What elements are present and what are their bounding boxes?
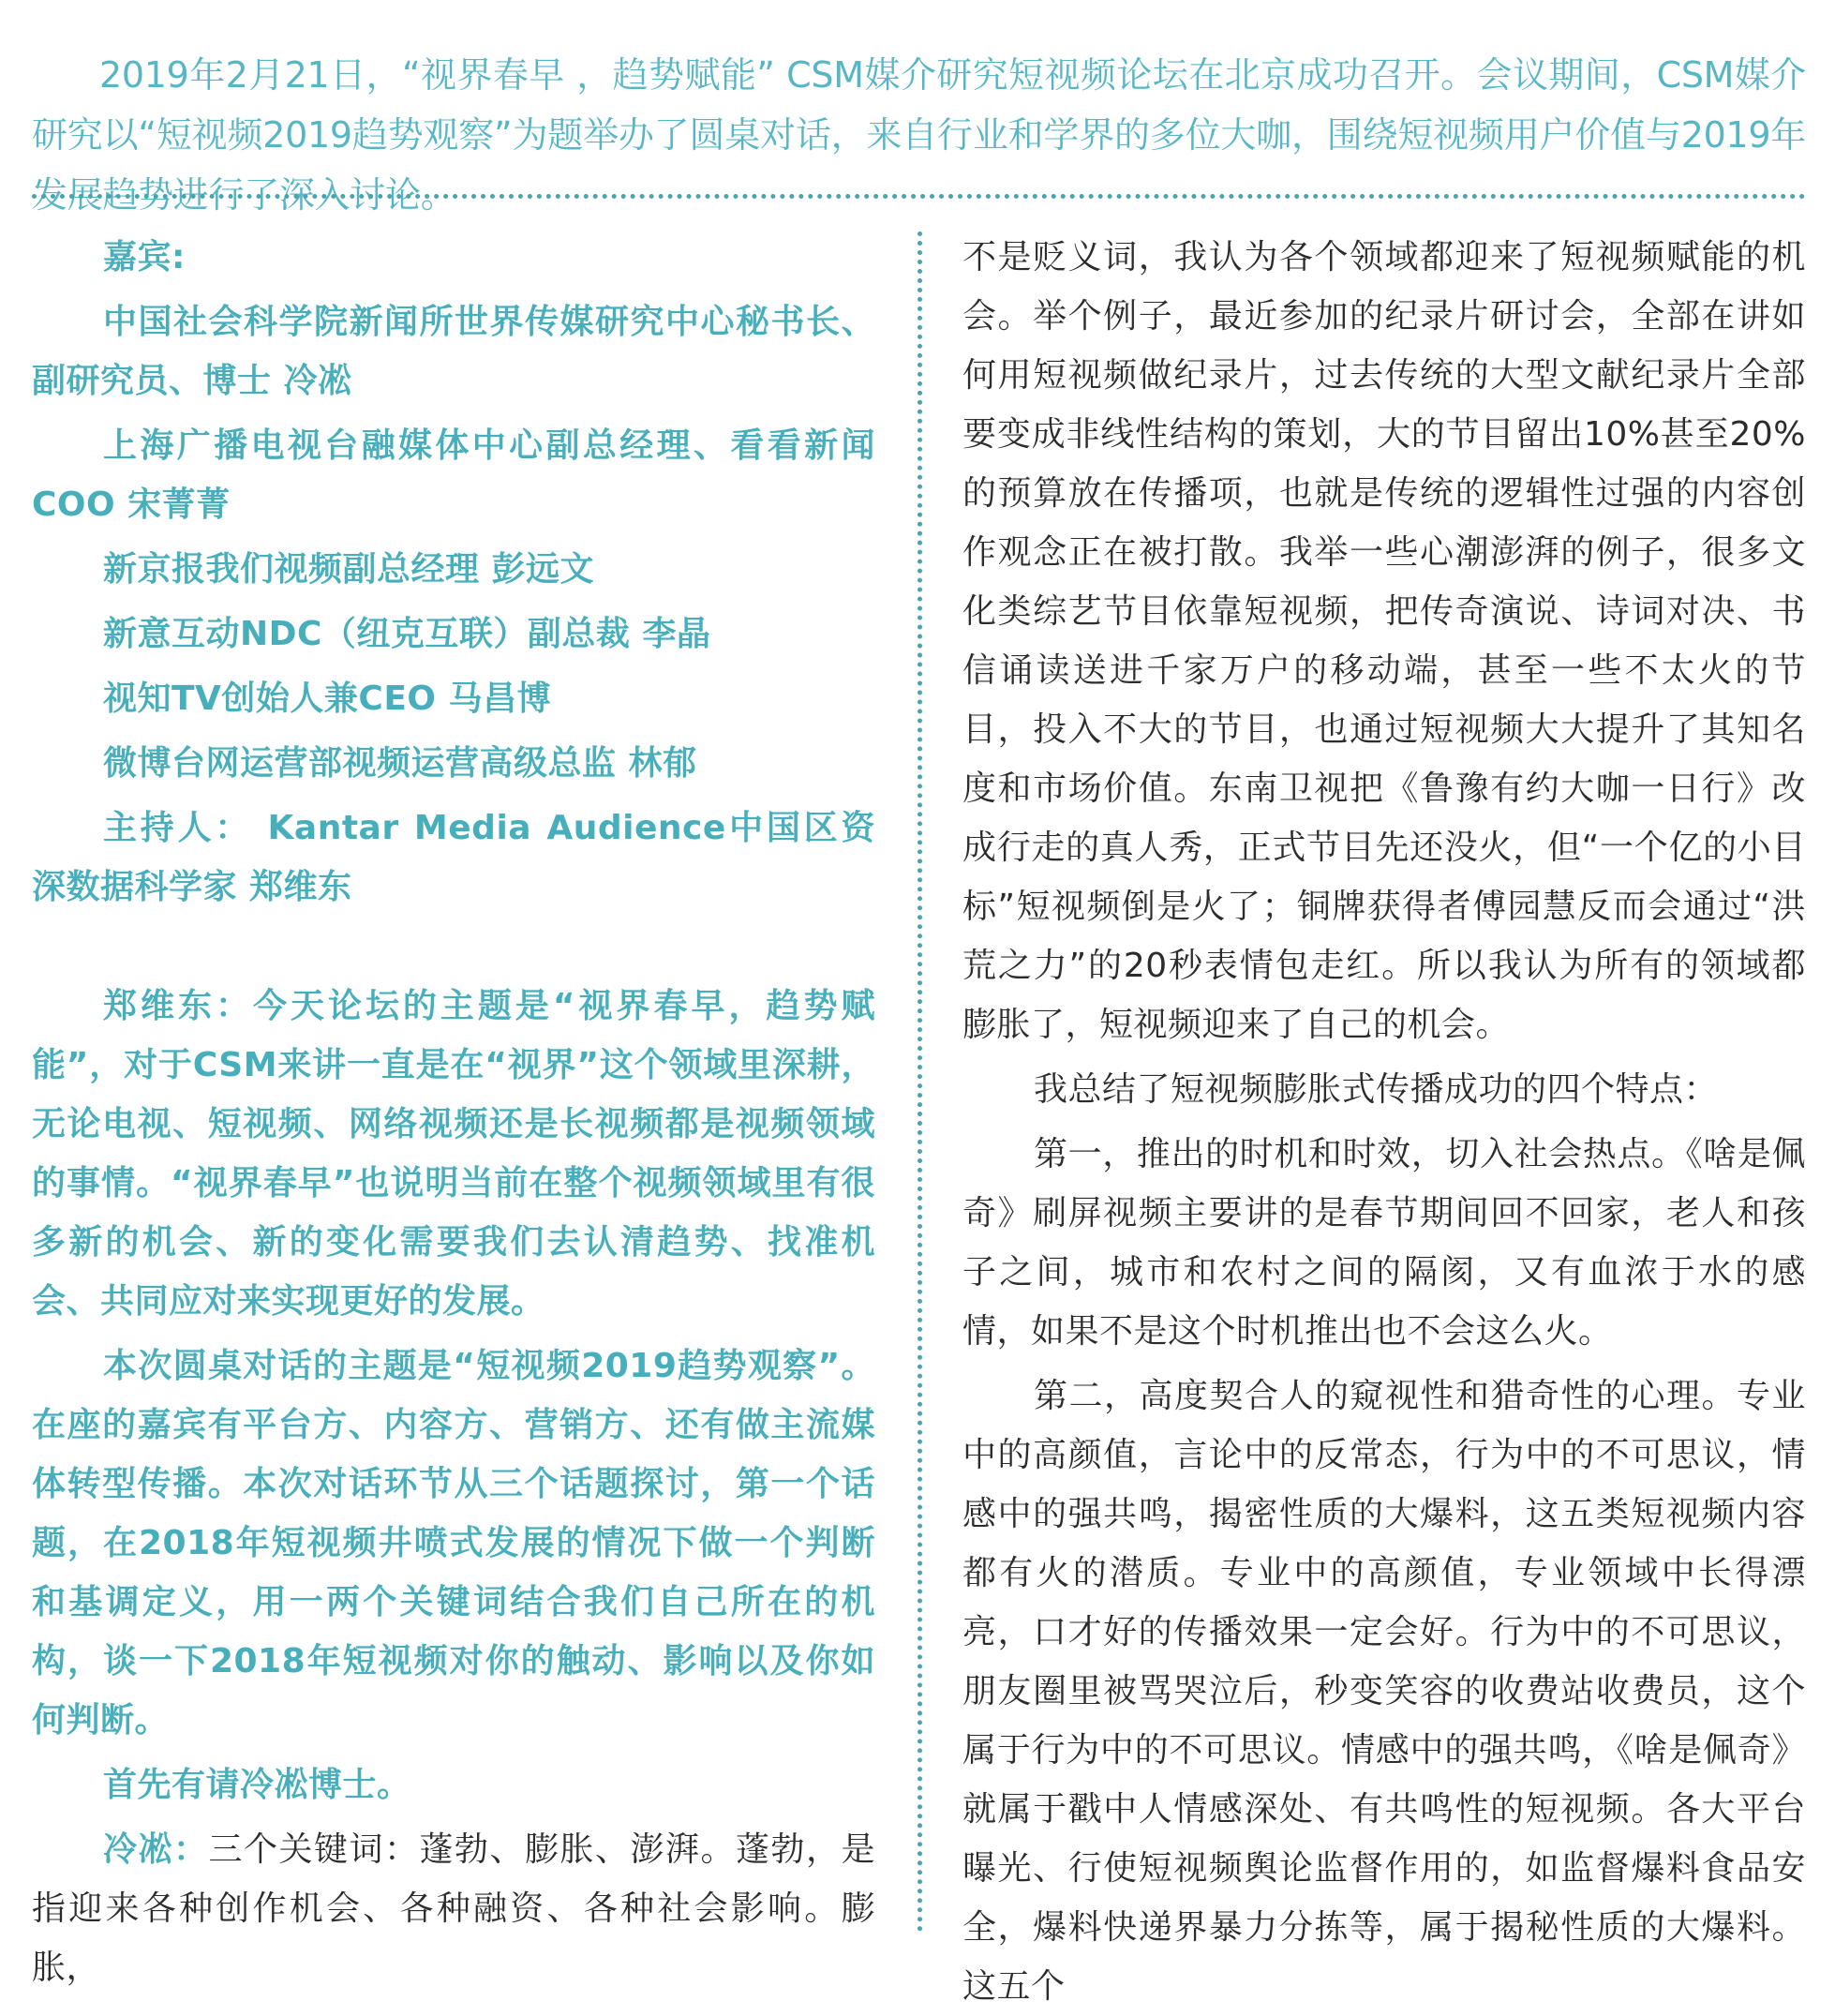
left-column — [32, 228, 875, 1997]
paragraph: 第二，高度契合人的窥视性和猎奇性的心理。专业中的高颜值，言论中的反常态，行为中的不可思议，情感中的强共鸣，揭密性质的大爆料，这五类短视频内容都有火的潜质。专业中的高颜值，专业领域中长得漂亮，口才好的传播效果一定会好。行为中的不可思议，朋友圈里被骂哭泣后，秒变笑容的收费站收费员，这个属于行为中的不可思议。情感中的强共鸣，《啥是佩奇》就属于戳中人情感深处、有共鸣性的短视频。各大平台曝光、行使短视频舆论监督作用的，如监督爆料食品安全，爆料快递界暴力分拣等，属于揭秘性质的大爆料。这五个 — [962, 1377, 1806, 2006]
guest-item: 中国社会科学院新闻所世界传媒研究中心秘书长、副研究员、博士 冷凇 — [32, 303, 875, 400]
paragraph: 首先有请冷凇博士。 — [103, 1766, 411, 1804]
dotted-divider-vertical — [918, 231, 922, 1933]
paragraph: 不是贬义词，我认为各个领域都迎来了短视频赋能的机会。举个例子，最近参加的纪录片研讨会，全部在讲如何用短视频做纪录片，过去传统的大型文献纪录片全部要变成非线性结构的策划，大的节目留出10%甚至20%的预算放在传播项，也就是传统的逻辑性过强的内容创作观念正在被打散。我举一些心潮澎湃的例子，很多文化类综艺节目依靠短视频，把传奇演说、诗词对决、书信诵读送进千家万户的移动端，甚至一些不太火的节目，投入不大的节目，也通过短视频大大提升了其知名度和市场价值。东南卫视把《鲁豫有约大咖一日行》改成行走的真人秀，正式节目先还没火，但“一个亿的小目标”短视频倒是火了；铜牌获得者傅园慧反而会通过“洪荒之力”的20秒表情包走红。所以我认为所有的领域都膨胀了，短视频迎来了自己的机会。 — [962, 238, 1806, 1044]
paragraph: 本次圆桌对话的主题是“短视频2019趋势观察”。在座的嘉宾有平台方、内容方、营销方、还有做主流媒体转型传播。本次对话环节从三个话题探讨，第一个话题，在2018年短视频井喷式发展的情况下做一个判断和基调定义，用一两个关键词结合我们自己所在的机构，谈一下2018年短视频对你的触动、影响以及你如何判断。 — [32, 1347, 875, 1740]
guest-item: 新京报我们视频副总经理 彭远文 — [103, 550, 595, 589]
guests-heading: 嘉宾: — [103, 238, 186, 276]
guest-item: 新意互动NDC（纽克互联）副总裁 李晶 — [103, 615, 711, 653]
speaker-name: 冷凇： — [103, 1830, 209, 1869]
paragraph: 第一，推出的时机和时效，切入社会热点。《啥是佩奇》刷屏视频主要讲的是春节期间回不回家，老人和孩子之间，城市和农村之间的隔阂，又有血浓于水的感情，如果不是这个时机推出也不会这么火。 — [962, 1135, 1806, 1351]
right-column — [962, 228, 1806, 2016]
intro-paragraph: 2019年2月21日，“视界春早 ，趋势赋能” CSM媒介研究短视频论坛在北京成功召开。会议期间，CSM媒介研究以“短视频2019趋势观察”为题举办了圆桌对话，来自行业和学界的多位大咖，围绕短视频用户价值与2019年发展趋势进行了深入讨论。 — [32, 54, 1806, 216]
paragraph: 郑维东：今天论坛的主题是“视界春早，趋势赋能”，对于CSM来讲一直是在“视界”这个领域里深耕，无论电视、短视频、网络视频还是长视频都是视频领域的事情。“视界春早”也说明当前在整个视频领域里有很多新的机会、新的变化需要我们去认清趋势、找准机会、共同应对来实现更好的发展。 — [32, 987, 875, 1321]
speech-text: 三个关键词：蓬勃、膨胀、澎湃。蓬勃，是指迎来各种创作机会、各种融资、各种社会影响。膨胀， — [32, 1830, 875, 1987]
host-line: 主持人： Kantar Media Audience中国区资深数据科学家 郑维东 — [32, 809, 875, 906]
paragraph — [32, 1820, 875, 1997]
guest-item: 微博台网运营部视频运营高级总监 林郁 — [103, 744, 697, 783]
guest-item: 上海广播电视台融媒体中心副总经理、看看新闻COO 宋菁菁 — [32, 426, 875, 524]
paragraph: 我总结了短视频膨胀式传播成功的四个特点： — [1034, 1070, 1719, 1109]
dotted-divider-horizontal — [32, 194, 1806, 199]
guest-item: 视知TV创始人兼CEO 马昌博 — [103, 679, 552, 718]
